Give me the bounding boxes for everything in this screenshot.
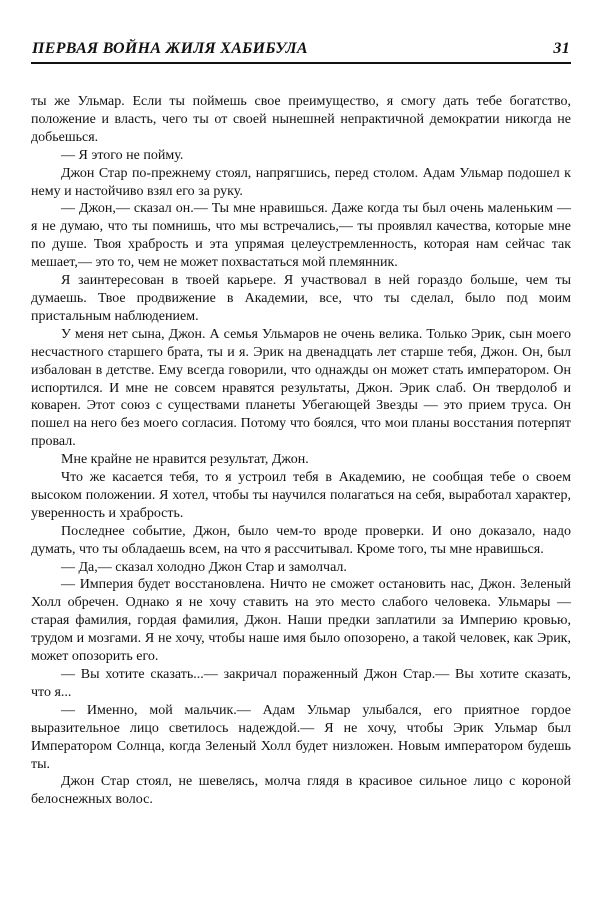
paragraph: Мне крайне не нравится результат, Джон. (61, 452, 309, 468)
paragraph: Я заинтересован в твоей карьере. Я участвовал в ней гораздо больше, чем ты думаешь. Твое продвижение в Академии, все, что ты сделал, было под моим пристальным наблюдением. (31, 273, 571, 324)
paragraph: Что же касается тебя, то я устроил тебя в Академию, не сообщая тебе о своем высоком положении. Я хотел, чтобы ты научился полагаться на себя, выработал характер, уверенность и храбрость. (31, 470, 571, 521)
paragraph: Джон Стар стоял, не шевелясь, молча глядя в красивое сильное лицо с короной белоснежных волос. (31, 774, 571, 808)
paragraph: — Да,— сказал холодно Джон Стар и замолчал. (61, 559, 347, 575)
paragraph: ты же Ульмар. Если ты поймешь свое преимущество, я смогу дать тебе богатство, положение и власть, чего ты от своей нынешней непрактичной демократии никогда не добьешься. (31, 94, 571, 145)
running-header (31, 36, 571, 64)
paragraph: — Империя будет восстановлена. Ничто не сможет остановить нас, Джон. Зеленый Холл обречен. Однако я не хочу ставить на это место слабого человека. Ульмары — старая фамилия, гордая фамилия, Джон. Наши предки заплатили за Империю кровью, трудом и мозгами. Я не хочу, чтобы наше имя было опозорено, а такой человек, как Эрик, может опозорить его. (31, 577, 571, 665)
paragraph: — Именно, мой мальчик.— Адам Ульмар улыбался, его приятное гордое выразительное лицо светилось надеждой.— Я не хочу, чтобы Эрик Ульмар был Императором Солнца, когда Зеленый Холл будет низложен. Новым императором будешь ты. (31, 702, 571, 772)
body-text (31, 93, 571, 809)
running-title: ПЕРВАЯ ВОЙНА ЖИЛЯ ХАБИБУЛА (32, 40, 308, 57)
paragraph: — Джон,— сказал он.— Ты мне нравишься. Даже когда ты был очень маленьким — я не думаю, что ты помнишь, что мы встречались,— ты проявлял качества, которые мне по душе. Твоя храбрость и эта упрямая целеустремленность, которая нам сейчас так мешает,— это то, чем не может похвастаться мой племянник. (31, 201, 571, 271)
paragraph: — Я этого не пойму. (61, 147, 184, 163)
page-number: 31 (553, 40, 570, 57)
paragraph: У меня нет сына, Джон. А семья Ульмаров не очень велика. Только Эрик, сын моего несчастного старшего брата, ты и я. Эрик на двенадцать лет старше тебя, Джон. Он, был избалован в детстве. Ему всегда говорили, что однажды он может стать императором. Он испортился. И мне не совсем нравятся результаты, Джон. Эрик слаб. Он твердолоб и коварен. Этот союз с существами планеты Убегающей Звезды — это прием труса. Он пошел на него без моего согласия. Потому что боялся, что мои планы восстания потерпят провал. (31, 326, 571, 450)
paragraph: Джон Стар по-прежнему стоял, напрягшись, перед столом. Адам Ульмар подошел к нему и настойчиво взял его за руку. (31, 165, 571, 199)
paragraph: — Вы хотите сказать...— закричал пораженный Джон Стар.— Вы хотите сказать, что я... (31, 667, 571, 700)
book-page (31, 36, 571, 809)
paragraph: Последнее событие, Джон, было чем-то вроде проверки. И оно доказало, надо думать, что ты обладаешь всем, на что я рассчитывал. Кроме того, ты мне нравишься. (31, 523, 571, 557)
